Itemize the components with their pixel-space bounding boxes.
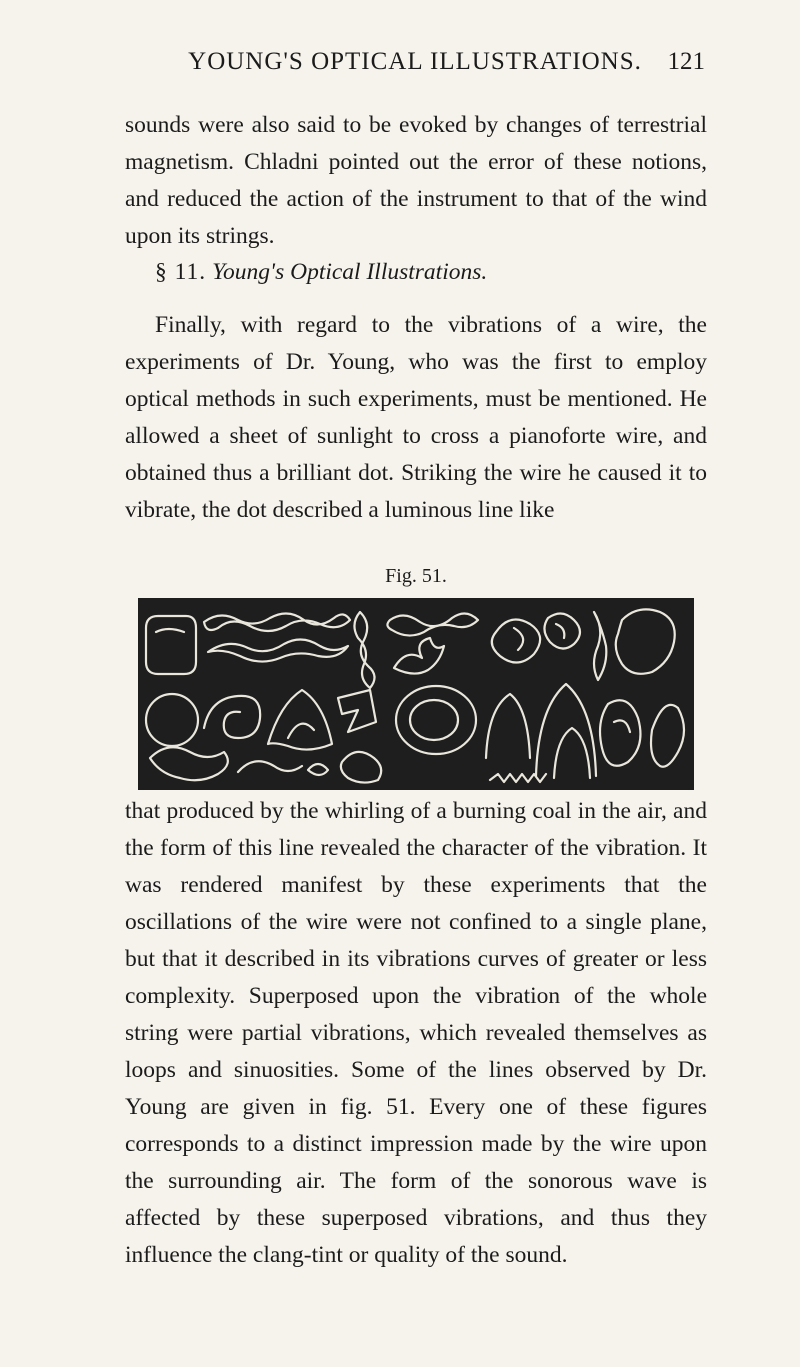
paragraph-2: Finally, with regard to the vibrations of a wire, the experiments of Dr. Young, who was the first to employ optical methods in such experiments, must be mentioned. He allowed a sheet of sunlight to cross a pianoforte wire, and obtained thus a brilliant dot. Striking the wire he caused it to vibrate, the dot described a luminous line like xyxy=(125,312,707,523)
running-title: YOUNG'S OPTICAL ILLUSTRATIONS. xyxy=(188,48,642,75)
figure-caption: Fig. 51. xyxy=(385,565,447,587)
page-number: 121 xyxy=(667,48,705,75)
section-heading xyxy=(125,254,707,291)
section-number: § 11. xyxy=(155,259,207,285)
paragraph-1: sounds were also said to be evoked by changes of terrestrial magnetism. Chladni pointed out the error of these notions, and reduced the action of the instrument to that of the wind upon its strings. xyxy=(125,112,707,249)
section-title: Young's Optical Illustrations. xyxy=(212,259,488,285)
running-head xyxy=(125,48,705,88)
figure-51-vibration-curves xyxy=(138,598,694,790)
figure-background xyxy=(138,598,694,790)
paragraph-3: that produced by the whirling of a burning coal in the air, and the form of this line revealed the character of the vibration. It was rendered manifest by these experiments that the oscillations of the wire were not confined to a single plane, but that it described in its vibrations curves of greater or less complexity. Superposed upon the vibration of the whole string were partial vibrations, which revealed themselves as loops and sinuosities. Some of the lines observed by Dr. Young are given in fig. 51. Every one of these figures corresponds to a distinct impression made by the wire upon the surrounding air. The form of the sonorous wave is affected by these superposed vibrations, and thus they influence the clang-tint or quality of the sound. xyxy=(125,798,707,1268)
